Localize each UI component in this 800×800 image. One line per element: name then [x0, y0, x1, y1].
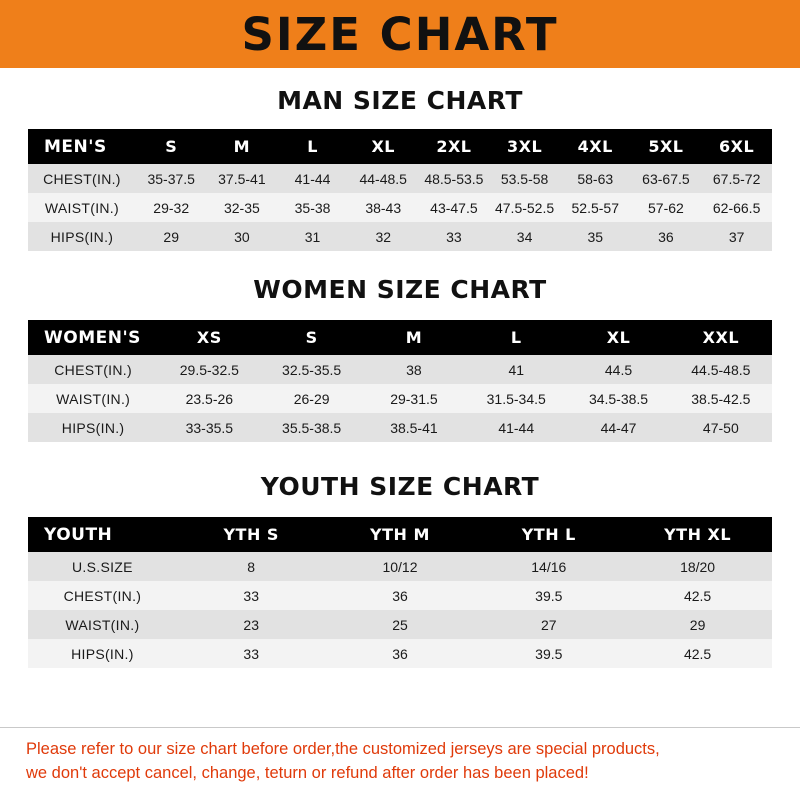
table-cell: 27: [474, 610, 623, 639]
table-cell: 14/16: [474, 552, 623, 581]
table-cell: 34.5-38.5: [567, 384, 669, 413]
table-cell: 37: [701, 222, 772, 251]
column-header: M: [207, 129, 278, 164]
row-header: HIPS(IN.): [28, 222, 136, 251]
table-cell: 38.5-41: [363, 413, 465, 442]
table-header-row: [28, 320, 772, 355]
table-cell: 29.5-32.5: [158, 355, 260, 384]
table-cell: 31.5-34.5: [465, 384, 567, 413]
table-cell: 53.5-58: [489, 164, 560, 193]
table-row: [28, 384, 772, 413]
table-header-row: [28, 517, 772, 552]
column-header: YTH L: [474, 517, 623, 552]
table-cell: 30: [207, 222, 278, 251]
row-header: WAIST(IN.): [28, 193, 136, 222]
table-cell: 35-38: [277, 193, 348, 222]
table-cell: 35.5-38.5: [260, 413, 362, 442]
column-header: 5XL: [631, 129, 702, 164]
row-header: HIPS(IN.): [28, 639, 177, 668]
table-cell: 62-66.5: [701, 193, 772, 222]
section-title-women: WOMEN SIZE CHART: [253, 275, 547, 304]
table-cell: 33: [177, 639, 326, 668]
table-cell: 38.5-42.5: [670, 384, 772, 413]
column-header: 4XL: [560, 129, 631, 164]
table-cell: 18/20: [623, 552, 772, 581]
table-cell: 39.5: [474, 639, 623, 668]
page-banner: [0, 0, 800, 68]
table-cell: 47.5-52.5: [489, 193, 560, 222]
table-row: [28, 355, 772, 384]
table-row: [28, 164, 772, 193]
column-header: S: [260, 320, 362, 355]
table-cell: 25: [326, 610, 475, 639]
column-header: XXL: [670, 320, 772, 355]
row-header: CHEST(IN.): [28, 164, 136, 193]
table-cell: 36: [631, 222, 702, 251]
table-cell: 38-43: [348, 193, 419, 222]
column-header: YTH S: [177, 517, 326, 552]
row-header: U.S.SIZE: [28, 552, 177, 581]
table-cell: 36: [326, 639, 475, 668]
table-cell: 33: [419, 222, 490, 251]
table-cell: 32: [348, 222, 419, 251]
table-row: [28, 193, 772, 222]
table-cell: 37.5-41: [207, 164, 278, 193]
table-header-row: [28, 129, 772, 164]
column-header: S: [136, 129, 207, 164]
footer-line-1: Please refer to our size chart before order,the customized jerseys are special products,: [26, 740, 660, 759]
table-cell: 52.5-57: [560, 193, 631, 222]
table-cell: 32.5-35.5: [260, 355, 362, 384]
table-cell: 29-31.5: [363, 384, 465, 413]
table-cell: 35-37.5: [136, 164, 207, 193]
table-cell: 48.5-53.5: [419, 164, 490, 193]
table-cell: 43-47.5: [419, 193, 490, 222]
table-cell: 57-62: [631, 193, 702, 222]
column-header: 6XL: [701, 129, 772, 164]
table-cell: 41-44: [277, 164, 348, 193]
row-header: WAIST(IN.): [28, 384, 158, 413]
table-cell: 29-32: [136, 193, 207, 222]
table-cell: 41: [465, 355, 567, 384]
table-row: [28, 610, 772, 639]
table-cell: 33: [177, 581, 326, 610]
table-row: [28, 222, 772, 251]
youth-size-table: [28, 517, 772, 668]
row-header: CHEST(IN.): [28, 355, 158, 384]
table-cell: 26-29: [260, 384, 362, 413]
men-size-table: [28, 129, 772, 251]
column-header: WOMEN'S: [28, 320, 158, 355]
table-cell: 23.5-26: [158, 384, 260, 413]
column-header: XS: [158, 320, 260, 355]
column-header: 2XL: [419, 129, 490, 164]
table-cell: 63-67.5: [631, 164, 702, 193]
table-cell: 58-63: [560, 164, 631, 193]
table-cell: 42.5: [623, 581, 772, 610]
table-row: [28, 639, 772, 668]
table-cell: 10/12: [326, 552, 475, 581]
footer-disclaimer: [0, 727, 800, 800]
column-header: YOUTH: [28, 517, 177, 552]
table-row: [28, 413, 772, 442]
table-cell: 23: [177, 610, 326, 639]
table-cell: 29: [623, 610, 772, 639]
table-cell: 44-47: [567, 413, 669, 442]
column-header: M: [363, 320, 465, 355]
column-header: YTH XL: [623, 517, 772, 552]
row-header: HIPS(IN.): [28, 413, 158, 442]
table-cell: 47-50: [670, 413, 772, 442]
column-header: XL: [567, 320, 669, 355]
table-cell: 34: [489, 222, 560, 251]
table-cell: 32-35: [207, 193, 278, 222]
table-cell: 39.5: [474, 581, 623, 610]
table-cell: 29: [136, 222, 207, 251]
column-header: MEN'S: [28, 129, 136, 164]
section-title-youth: YOUTH SIZE CHART: [260, 472, 540, 501]
table-row: [28, 552, 772, 581]
table-cell: 35: [560, 222, 631, 251]
table-cell: 67.5-72: [701, 164, 772, 193]
table-cell: 44.5: [567, 355, 669, 384]
table-cell: 36: [326, 581, 475, 610]
row-header: WAIST(IN.): [28, 610, 177, 639]
page-title: SIZE CHART: [241, 7, 559, 61]
column-header: L: [465, 320, 567, 355]
table-cell: 44.5-48.5: [670, 355, 772, 384]
footer-line-2: we don't accept cancel, change, teturn or refund after order has been placed!: [26, 764, 589, 783]
column-header: YTH M: [326, 517, 475, 552]
table-cell: 38: [363, 355, 465, 384]
table-cell: 42.5: [623, 639, 772, 668]
column-header: L: [277, 129, 348, 164]
table-cell: 41-44: [465, 413, 567, 442]
column-header: XL: [348, 129, 419, 164]
section-title-men: MAN SIZE CHART: [277, 86, 523, 115]
table-cell: 44-48.5: [348, 164, 419, 193]
table-cell: 31: [277, 222, 348, 251]
table-row: [28, 581, 772, 610]
page-content: [0, 68, 800, 727]
row-header: CHEST(IN.): [28, 581, 177, 610]
column-header: 3XL: [489, 129, 560, 164]
women-size-table: [28, 320, 772, 442]
table-cell: 8: [177, 552, 326, 581]
table-cell: 33-35.5: [158, 413, 260, 442]
